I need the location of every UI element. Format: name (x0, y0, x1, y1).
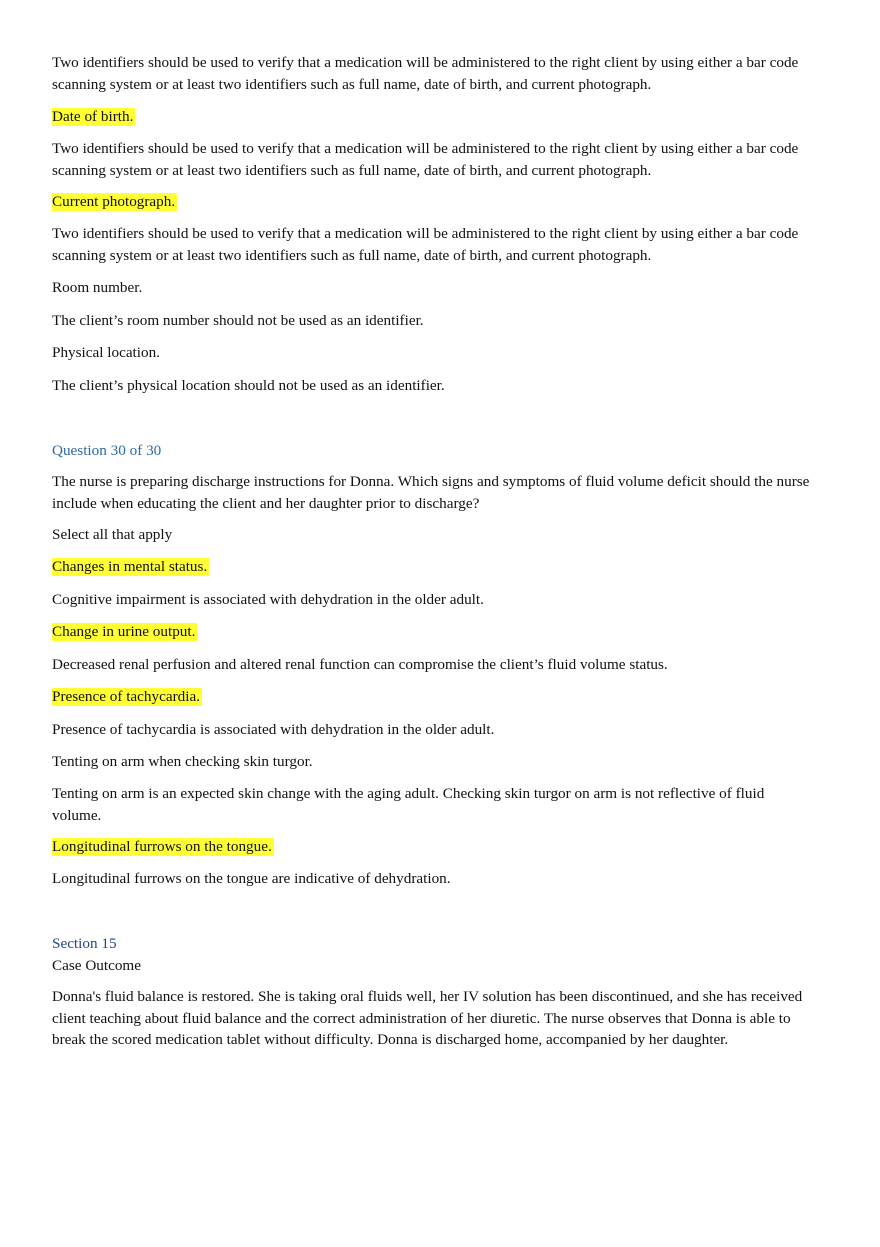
answer-option-correct (52, 686, 812, 708)
rationale-paragraph: Two identifiers should be used to verify that a medication will be administered to the right client by using either a bar code scanning system or at least two identifiers such as full name, date of birth, and current photograph. (52, 54, 799, 93)
answer-option-correct (52, 556, 812, 578)
rationale-paragraph: Two identifiers should be used to verify that a medication will be administered to the right client by using either a bar code scanning system or at least two identifiers such as full name, date of birth, and current photograph. (52, 225, 799, 264)
answer-option: Physical location. (52, 344, 160, 361)
rationale-paragraph: Presence of tachycardia is associated with dehydration in the older adult. (52, 721, 495, 738)
rationale-paragraph: Longitudinal furrows on the tongue are indicative of dehydration. (52, 870, 451, 887)
highlighted-answer: Date of birth. (52, 108, 134, 125)
rationale-paragraph: Tenting on arm is an expected skin change with the aging adult. Checking skin turgor on arm is not reflective of fluid volume. (52, 785, 765, 824)
rationale-paragraph: Cognitive impairment is associated with dehydration in the older adult. (52, 591, 484, 608)
highlighted-answer: Longitudinal furrows on the tongue. (52, 838, 272, 855)
answer-option: Tenting on arm when checking skin turgor. (52, 753, 313, 770)
highlighted-answer: Current photograph. (52, 193, 176, 210)
highlighted-answer: Presence of tachycardia. (52, 688, 200, 705)
answer-option-correct (52, 836, 812, 858)
case-outcome-paragraph: Donna's fluid balance is restored. She is taking oral fluids well, her IV solution has been discontinued, and she has received client teaching about fluid balance and the correct administration of her diuretic. The nurse observes that Donna is able to break the scored medication tablet without difficulty. Donna is discharged home, accompanied by her daughter. (52, 988, 803, 1048)
question-heading: Question 30 of 30 (52, 442, 162, 459)
section-subheading: Case Outcome (52, 957, 141, 974)
question-stem: The nurse is preparing discharge instructions for Donna. Which signs and symptoms of fluid volume deficit should the nurse include when educating the client and her daughter prior to discharge? (52, 473, 810, 512)
answer-option: Room number. (52, 279, 143, 296)
rationale-paragraph: Decreased renal perfusion and altered renal function can compromise the client’s fluid volume status. (52, 656, 668, 673)
rationale-paragraph: The client’s physical location should not be used as an identifier. (52, 377, 445, 394)
highlighted-answer: Changes in mental status. (52, 558, 208, 575)
section-heading: Section 15 (52, 935, 117, 952)
question-instruction: Select all that apply (52, 526, 173, 543)
answer-option-correct (52, 621, 812, 643)
highlighted-answer: Change in urine output. (52, 623, 196, 640)
rationale-paragraph: The client’s room number should not be used as an identifier. (52, 312, 424, 329)
answer-option-correct (52, 191, 812, 213)
rationale-paragraph: Two identifiers should be used to verify that a medication will be administered to the right client by using either a bar code scanning system or at least two identifiers such as full name, date of birth, and current photograph. (52, 140, 799, 179)
answer-option-correct (52, 106, 812, 128)
